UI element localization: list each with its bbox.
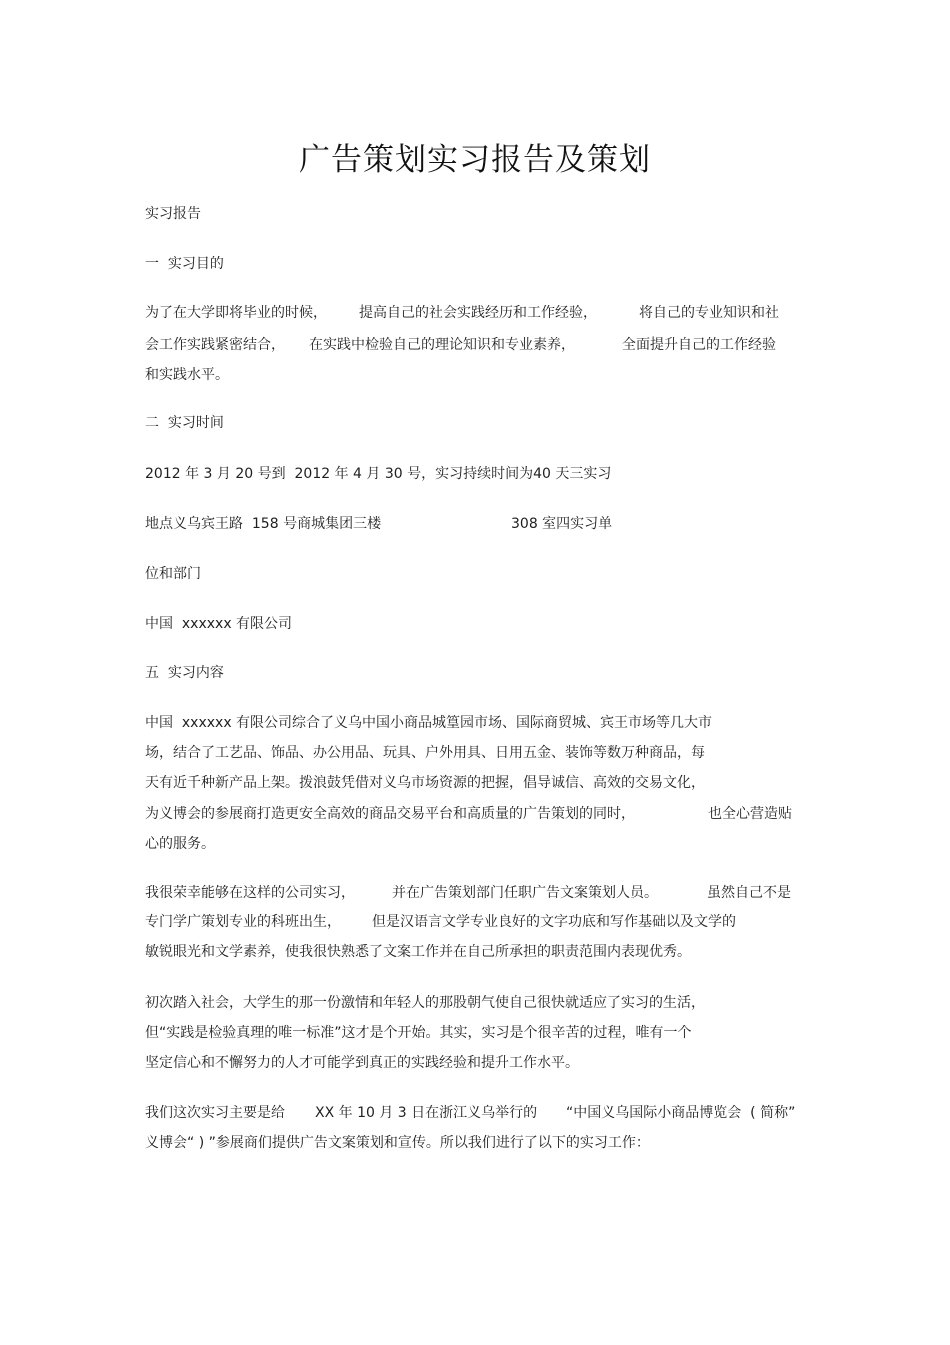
text-segment: 全面提升自己的工作经验 [622,337,776,353]
text-segment: 提高自己的社会实践经历和工作经验， [359,305,597,321]
section-heading-purpose: 一 实习目的 [145,256,224,272]
paragraph-line: 心的服务。 [145,836,215,852]
section-heading-report: 实习报告 [145,206,201,222]
text-segment: 将自己的专业知识和社 [639,305,779,321]
text-segment: 虽然自己不是 [707,885,791,901]
text-segment: 会工作实践紧密结合， [145,337,285,353]
paragraph-line: 和实践水平。 [145,367,229,383]
text-segment: 地点义乌宾王路 158 号商城集团三楼 [145,516,382,532]
paragraph-line: 义博会“ ) ”参展商们提供广告文案策划和宣传。所以我们进行了以下的实习工作： [145,1135,650,1151]
section-heading-time: 二 实习时间 [145,415,224,431]
paragraph-line: 但“实践是检验真理的唯一标准”这才是个开始。其实，实习是个很辛苦的过程，唯有一个 [145,1025,692,1041]
paragraph-line: 敏锐眼光和文学素养，使我很快熟悉了文案工作并在自己所承担的职责范围内表现优秀。 [145,944,691,960]
text-segment: 但是汉语言文学专业良好的文字功底和写作基础以及文学的 [372,914,736,930]
text-segment: 我们这次实习主要是给 [145,1105,285,1121]
text-segment: 为义博会的参展商打造更安全高效的商品交易平台和高质量的广告策划的同时， [145,806,635,822]
paragraph-line: 初次踏入社会，大学生的那一份激情和年轻人的那股朝气使自己很快就适应了实习的生活， [145,995,705,1011]
document-title: 广告策划实习报告及策划 [299,142,651,178]
text-segment: 在实践中检验自己的理论知识和专业素养， [309,337,575,353]
text-segment: 我很荣幸能够在这样的公司实习， [145,885,355,901]
paragraph-line: 坚定信心和不懈努力的人才可能学到真正的实践经验和提升工作水平。 [145,1055,579,1071]
paragraph-line: 2012 年 3 月 20 号到 2012 年 4 月 30 号，实习持续时间为40 天三实习 [145,466,612,482]
text-segment: 为了在大学即将毕业的时候， [145,305,327,321]
paragraph-line: 中国 xxxxxx 有限公司 [145,616,293,632]
text-segment: 专门学广策划专业的科班出生， [145,914,341,930]
section-heading-content: 五 实习内容 [145,665,224,681]
text-segment: 也全心营造贴 [708,806,792,822]
paragraph-line: 天有近千种新产品上架。拨浪鼓凭借对义乌市场资源的把握，倡导诚信、高效的交易文化， [145,775,705,791]
paragraph-line: 位和部门 [145,566,201,582]
paragraph-line: 场，结合了工艺品、饰品、办公用品、玩具、户外用具、日用五金、装饰等数万种商品，每 [145,745,705,761]
text-segment: 并在广告策划部门任职广告文案策划人员。 [392,885,658,901]
text-segment: XX 年 10 月 3 日在浙江义乌举行的 [315,1105,538,1121]
text-segment: 308 室四实习单 [511,516,613,532]
paragraph-line: 中国 xxxxxx 有限公司综合了义乌中国小商品城篁园市场、国际商贸城、宾王市场等几大市 [145,715,713,731]
text-segment: “中国义乌国际小商品博览会 ( 简称” [566,1105,796,1121]
